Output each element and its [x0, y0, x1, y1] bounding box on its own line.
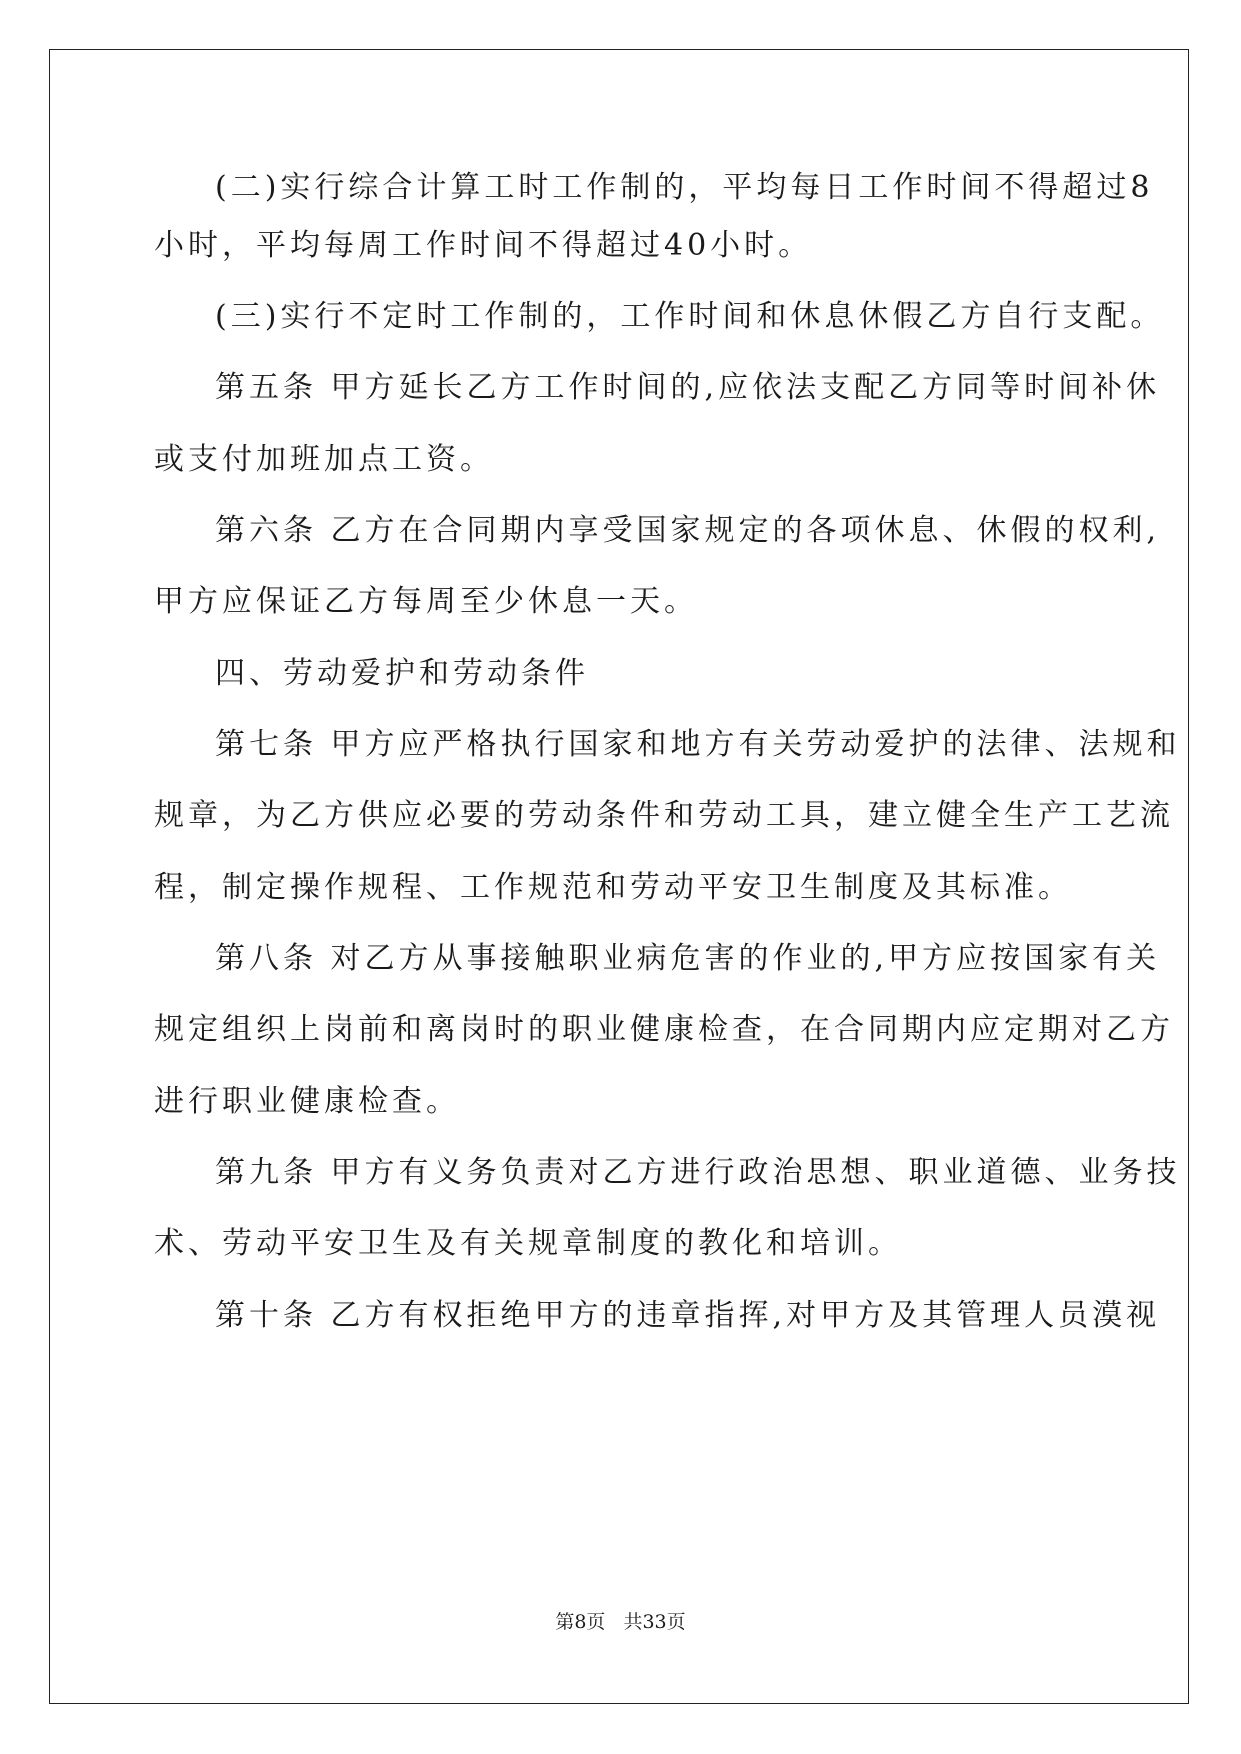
page-total: 共33页 [623, 1611, 686, 1633]
text-line: 第九条 甲方有义务负责对乙方进行政治思想、职业道德、业务技 [215, 1155, 1181, 1190]
text-line: 或支付加班加点工资。 [154, 442, 494, 477]
text-line: 第八条 对乙方从事接触职业病危害的作业的,甲方应按国家有关 [215, 941, 1161, 976]
text-line: 第十条 乙方有权拒绝甲方的违章指挥,对甲方及其管理人员漠视 [215, 1298, 1161, 1333]
page-number: 第8页 [555, 1611, 606, 1633]
text-line: 术、劳动平安卫生及有关规章制度的教化和培训。 [154, 1226, 902, 1261]
text-line: 甲方应保证乙方每周至少休息一天。 [154, 584, 698, 619]
text-line: 第七条 甲方应严格执行国家和地方有关劳动爱护的法律、法规和 [215, 727, 1181, 762]
page-footer [0, 1610, 1241, 1634]
text-line: (二)实行综合计算工时工作制的，平均每日工作时间不得超过8 [215, 170, 1154, 205]
text-line: 第五条 甲方延长乙方工作时间的,应依法支配乙方同等时间补休 [215, 370, 1161, 405]
section-heading: 四、劳动爱护和劳动条件 [215, 656, 589, 691]
text-line: 规定组织上岗前和离岗时的职业健康检查，在合同期内应定期对乙方 [154, 1012, 1174, 1047]
text-line: (三)实行不定时工作制的，工作时间和休息休假乙方自行支配。 [215, 299, 1165, 334]
text-line: 规章，为乙方供应必要的劳动条件和劳动工具，建立健全生产工艺流 [154, 798, 1174, 833]
text-line: 进行职业健康检查。 [154, 1084, 460, 1119]
text-line: 第六条 乙方在合同期内享受国家规定的各项休息、休假的权利, [215, 513, 1161, 548]
text-line: 程，制定操作规程、工作规范和劳动平安卫生制度及其标准。 [154, 870, 1072, 905]
text-line: 小时，平均每周工作时间不得超过40小时。 [154, 228, 813, 263]
